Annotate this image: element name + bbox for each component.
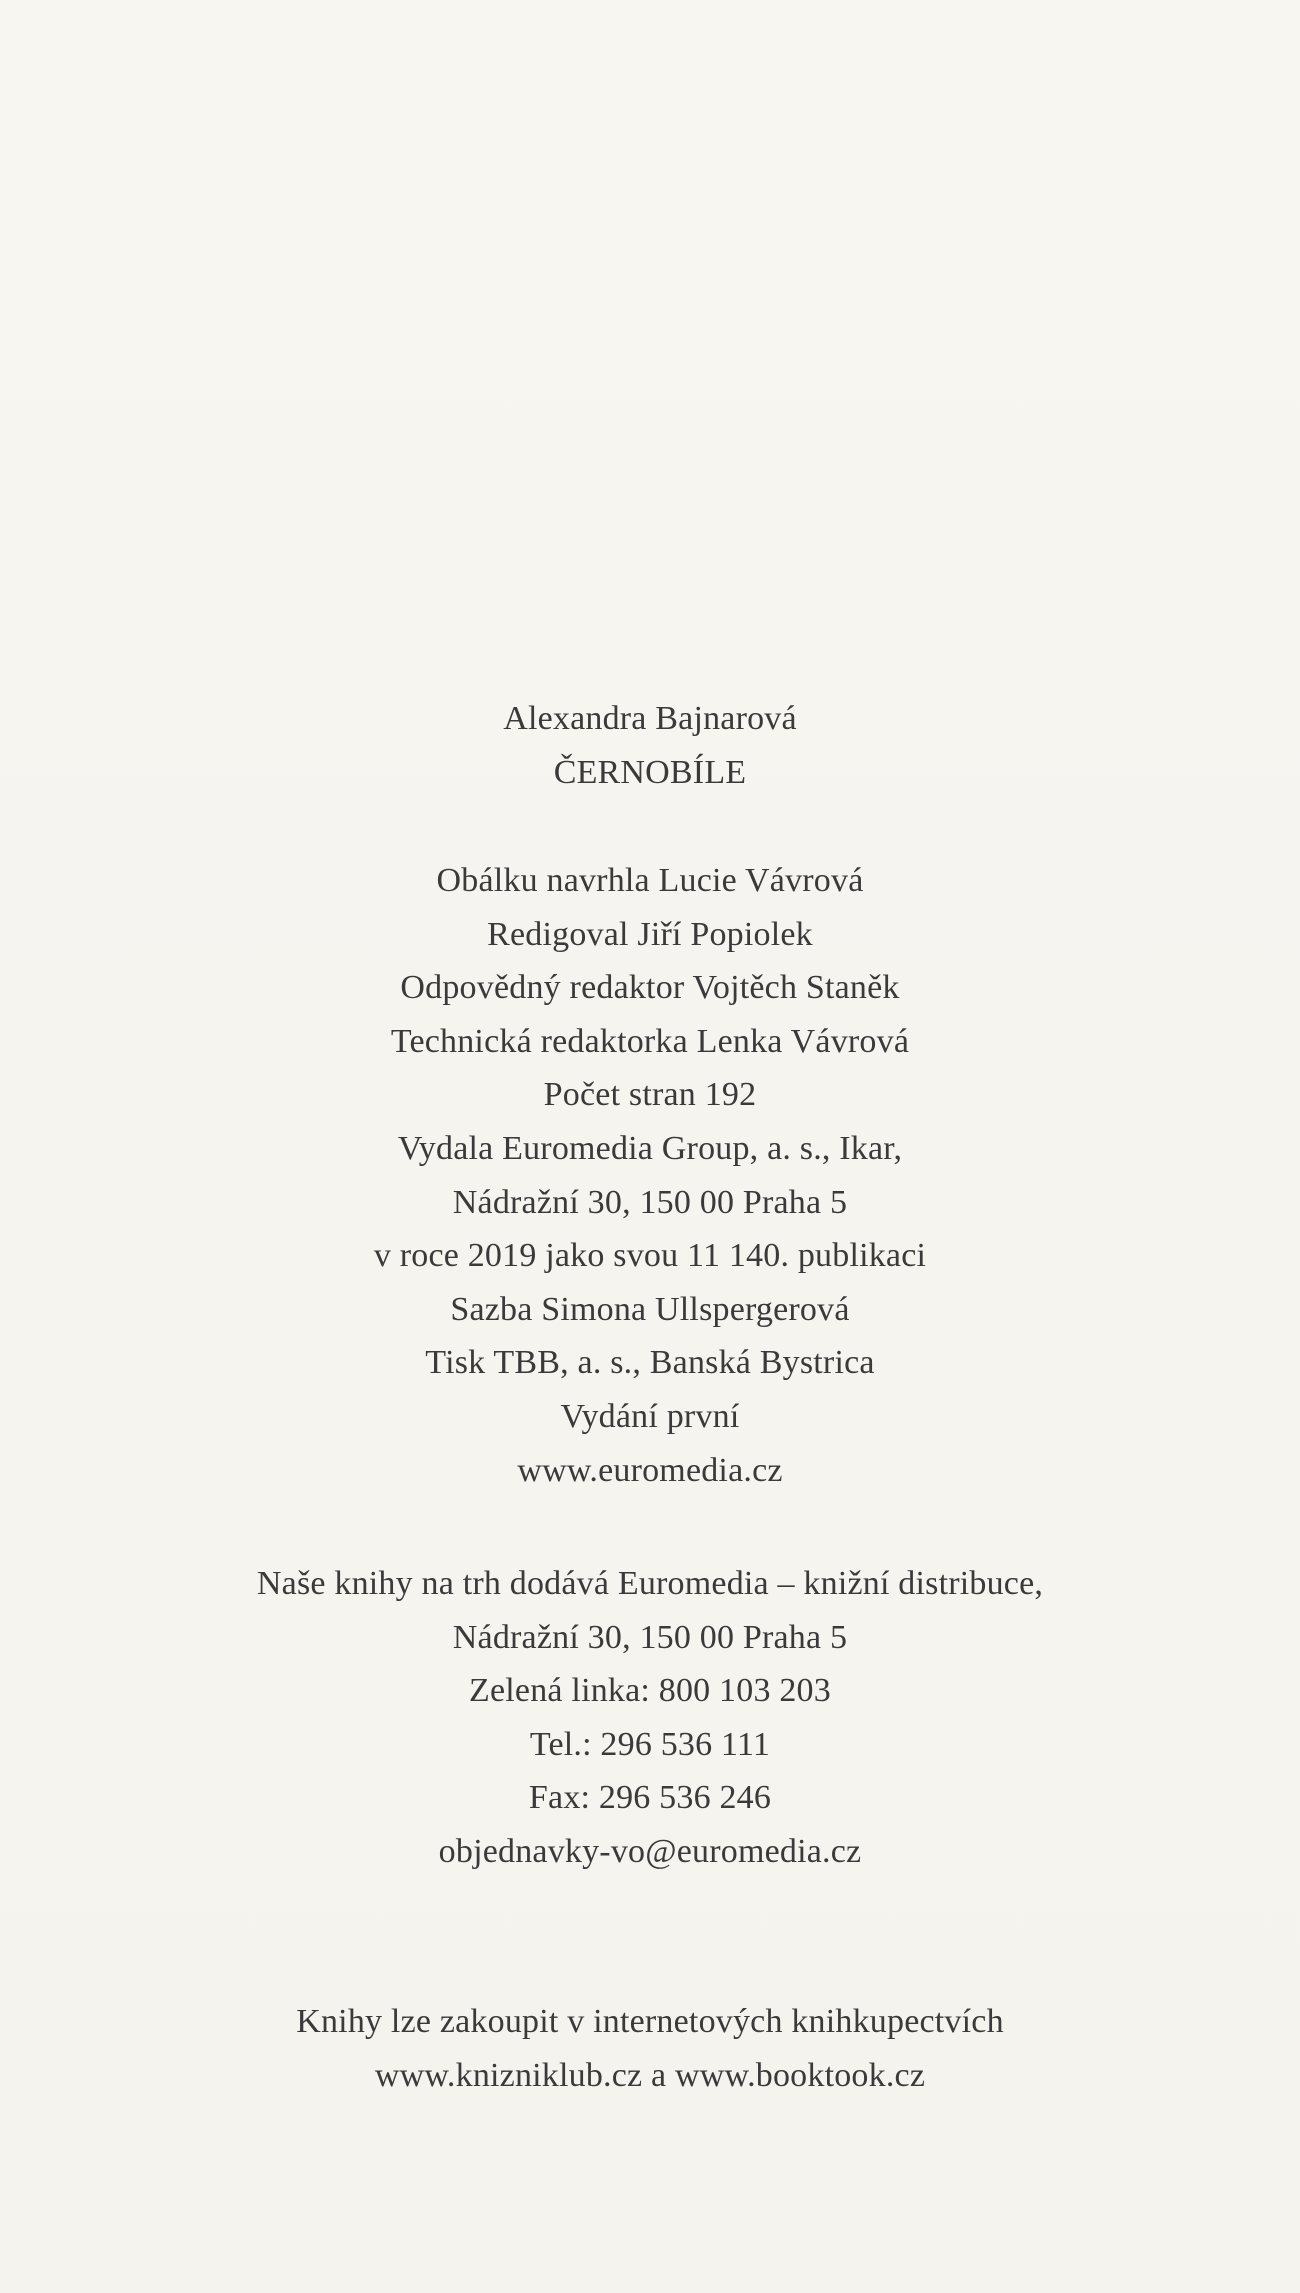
- shops-block: [0, 1995, 1300, 2102]
- distribution-phone: Tel.: 296 536 111: [529, 1725, 771, 1763]
- credit-page-count: Počet stran 192: [543, 1076, 757, 1114]
- distribution-hotline: Zelená linka: 800 103 203: [469, 1672, 831, 1710]
- credit-cover-design: Obálku navrhla Lucie Vávrová: [436, 862, 864, 899]
- shops-intro: Knihy lze zakoupit v internetových knihkupectvích: [296, 2003, 1004, 2040]
- author-name: Alexandra Bajnarová: [503, 700, 797, 737]
- title-block: [0, 692, 1300, 799]
- credits-block: [0, 854, 1300, 1497]
- credit-publisher-address: Nádražní 30, 150 00 Praha 5: [452, 1183, 848, 1221]
- credit-editor: Redigoval Jiří Popiolek: [487, 915, 813, 953]
- credit-publisher: Vydala Euromedia Group, a. s., Ikar,: [397, 1129, 903, 1167]
- credit-typesetting: Sazba Simona Ullspergerová: [450, 1290, 850, 1328]
- credit-publication-number: v roce 2019 jako svou 11 140. publikaci: [373, 1237, 927, 1275]
- credit-website: www.euromedia.cz: [517, 1451, 783, 1489]
- distribution-email: objednavky-vo@euromedia.cz: [438, 1832, 862, 1870]
- distribution-address: Nádražní 30, 150 00 Praha 5: [452, 1618, 848, 1656]
- distribution-intro: Naše knihy na trh dodává Euromedia – knižní distribuce,: [256, 1565, 1044, 1602]
- credit-technical-editor: Technická redaktorka Lenka Vávrová: [390, 1022, 910, 1060]
- distribution-block: [0, 1557, 1300, 1879]
- credit-printing: Tisk TBB, a. s., Banská Bystrica: [425, 1344, 875, 1382]
- distribution-fax: Fax: 296 536 246: [528, 1779, 772, 1817]
- credit-edition: Vydání první: [560, 1397, 740, 1435]
- credit-responsible-editor: Odpovědný redaktor Vojtěch Staněk: [400, 969, 900, 1007]
- shops-websites: www.knizniklub.cz a www.booktook.cz: [374, 2056, 926, 2094]
- book-title: ČERNOBÍLE: [553, 753, 747, 791]
